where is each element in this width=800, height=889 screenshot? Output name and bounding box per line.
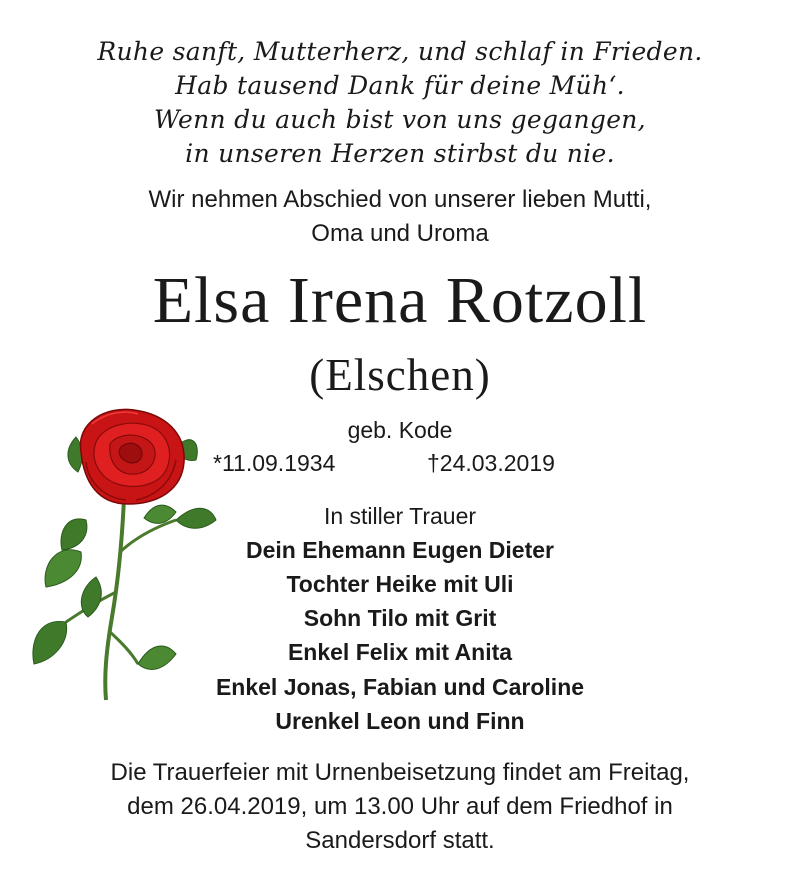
rose-blossom xyxy=(80,409,184,504)
funeral-info-line-1: Die Trauerfeier mit Urnenbeisetzung findet am Freitag, xyxy=(110,759,690,786)
funeral-info-line-2: dem 26.04.2019, um 13.00 Uhr auf dem Friedhof in xyxy=(127,793,673,820)
deceased-nickname: (Elschen) xyxy=(309,350,491,400)
poem-line-4: in unseren Herzen stirbst du nie. xyxy=(185,139,615,168)
poem-line-1: Ruhe sanft, Mutterherz, und schlaf in Frieden. xyxy=(97,37,703,66)
family-member: Dein Ehemann Eugen Dieter xyxy=(245,537,554,563)
poem-line-3: Wenn du auch bist von uns gegangen, xyxy=(154,105,646,134)
family-member: Enkel Felix mit Anita xyxy=(287,639,513,665)
birth-date: *11.09.1934 xyxy=(213,450,336,476)
family-member: Tochter Heike mit Uli xyxy=(286,571,514,597)
funeral-info-line-3: Sandersdorf statt. xyxy=(305,827,495,854)
intro-line-2: Oma und Uroma xyxy=(311,220,489,247)
death-date: †24.03.2019 xyxy=(427,450,555,476)
rose-stem xyxy=(105,498,124,700)
family-member: Enkel Jonas, Fabian und Caroline xyxy=(215,674,585,700)
deceased-name: Elsa Irena Rotzoll xyxy=(152,264,648,337)
intro-line-1: Wir nehmen Abschied von unserer lieben Mutti, xyxy=(148,186,652,213)
poem-line-2: Hab tausend Dank für deine Müh‘. xyxy=(175,71,625,100)
maiden-name: geb. Kode xyxy=(347,417,453,443)
family-member: Urenkel Leon und Finn xyxy=(275,708,525,734)
family-member: Sohn Tilo mit Grit xyxy=(303,605,497,631)
mourning-heading: In stiller Trauer xyxy=(323,503,477,529)
red-rose-image xyxy=(26,402,222,702)
rose-leaf xyxy=(176,508,216,528)
